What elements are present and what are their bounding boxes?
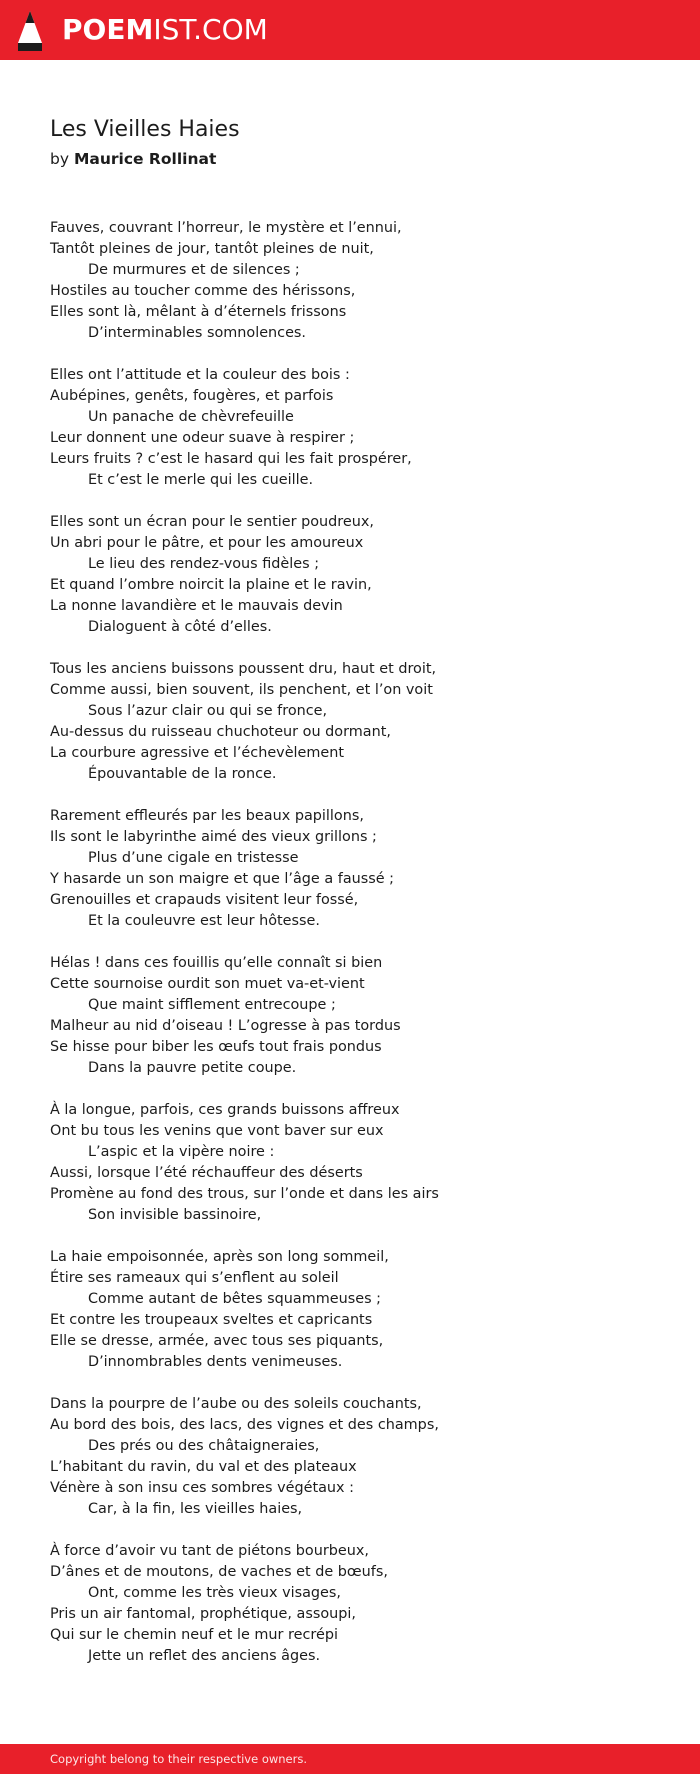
poem-line: À force d’avoir vu tant de piétons bourbeux, bbox=[50, 1543, 369, 1559]
poem-stanza bbox=[50, 806, 650, 932]
poem-line: L’habitant du ravin, du val et des plateaux bbox=[50, 1459, 357, 1475]
poem-line: Tous les anciens buissons poussent dru, haut et droit, bbox=[50, 661, 437, 677]
poem-line: Comme autant de bêtes squammeuses ; bbox=[88, 1291, 382, 1307]
poem-stanza bbox=[50, 512, 650, 638]
poem-line: Épouvantable de la ronce. bbox=[88, 766, 277, 782]
poem-stanza bbox=[50, 218, 650, 344]
poem-line: Aubépines, genêts, fougères, et parfois bbox=[50, 388, 334, 404]
site-header bbox=[0, 0, 700, 60]
poem-byline bbox=[50, 148, 216, 170]
poem-line: Malheur au nid d’oiseau ! L’ogresse à pas tordus bbox=[50, 1018, 401, 1034]
poem-line: Dans la pauvre petite coupe. bbox=[88, 1060, 297, 1076]
poem-body bbox=[50, 218, 650, 1688]
poem-line: À la longue, parfois, ces grands buissons affreux bbox=[50, 1102, 400, 1118]
pencil-tip-icon[interactable] bbox=[17, 9, 43, 53]
poem-line: Tantôt pleines de jour, tantôt pleines de nuit, bbox=[50, 241, 374, 257]
poem-stanza bbox=[50, 953, 650, 1079]
poem-line: Se hisse pour biber les œufs tout frais pondus bbox=[50, 1039, 382, 1055]
poem-line: D’interminables somnolences. bbox=[88, 325, 307, 341]
poem-stanza bbox=[50, 1394, 650, 1520]
logo-strong-text: POEM bbox=[62, 13, 154, 46]
poem-line: Et quand l’ombre noircit la plaine et le ravin, bbox=[50, 577, 372, 593]
poem-line: Plus d’une cigale en tristesse bbox=[88, 850, 299, 866]
poem-stanza bbox=[50, 365, 650, 491]
logo-light-text: IST.COM bbox=[153, 13, 268, 46]
poem-line: Étire ses rameaux qui s’enflent au soleil bbox=[50, 1270, 339, 1286]
poem-line: Un abri pour le pâtre, et pour les amoureux bbox=[50, 535, 364, 551]
poem-line: Ont, comme les très vieux visages, bbox=[88, 1585, 341, 1601]
poem-line: Elles ont l’attitude et la couleur des bois : bbox=[50, 367, 350, 383]
poem-line: Elles sont un écran pour le sentier poudreux, bbox=[50, 514, 374, 530]
poem-line: Elles sont là, mêlant à d’éternels frissons bbox=[50, 304, 347, 320]
poem-stanza bbox=[50, 659, 650, 785]
poem-line: D’innombrables dents venimeuses. bbox=[88, 1354, 343, 1370]
poem-line: Et c’est le merle qui les cueille. bbox=[88, 472, 314, 488]
poem-line: Au-dessus du ruisseau chuchoteur ou dormant, bbox=[50, 724, 391, 740]
poem-stanza bbox=[50, 1541, 650, 1667]
author-name: Maurice Rollinat bbox=[73, 150, 217, 168]
poem-line: Jette un reflet des anciens âges. bbox=[88, 1648, 321, 1664]
poem-line: Grenouilles et crapauds visitent leur fossé, bbox=[50, 892, 359, 908]
site-footer bbox=[0, 1744, 700, 1774]
poem-line: Ont bu tous les venins que vont baver sur eux bbox=[50, 1123, 384, 1139]
poem-title: Les Vieilles Haies bbox=[50, 117, 240, 142]
poem-line: De murmures et de silences ; bbox=[88, 262, 300, 278]
poem-line: Sous l’azur clair ou qui se fronce, bbox=[88, 703, 328, 719]
poem-line: Vénère à son insu ces sombres végétaux : bbox=[50, 1480, 354, 1496]
copyright-text: Copyright belong to their respective owners. bbox=[50, 1752, 308, 1766]
poem-line: Y hasarde un son maigre et que l’âge a faussé ; bbox=[50, 871, 395, 887]
poem-line: Leurs fruits ? c’est le hasard qui les fait prospérer, bbox=[50, 451, 412, 467]
poem-stanza bbox=[50, 1100, 650, 1226]
poem-line: Rarement effleurés par les beaux papillons, bbox=[50, 808, 364, 824]
poem-line: La nonne lavandière et le mauvais devin bbox=[50, 598, 343, 614]
poem-line: Hélas ! dans ces fouillis qu’elle connaît si bien bbox=[50, 955, 383, 971]
poem-line: Cette sournoise ourdit son muet va-et-vient bbox=[50, 976, 365, 992]
poem-line: L’aspic et la vipère noire : bbox=[88, 1144, 275, 1160]
poem-stanza bbox=[50, 1247, 650, 1373]
poem-line: Fauves, couvrant l’horreur, le mystère et l’ennui, bbox=[50, 220, 402, 236]
poem-line: D’ânes et de moutons, de vaches et de bœufs, bbox=[50, 1564, 388, 1580]
poem-line: Et la couleuvre est leur hôtesse. bbox=[88, 913, 320, 929]
poem-line: Au bord des bois, des lacs, des vignes et des champs, bbox=[50, 1417, 439, 1433]
poem-line: Un panache de chèvrefeuille bbox=[88, 409, 294, 425]
poem-line: Elle se dresse, armée, avec tous ses piquants, bbox=[50, 1333, 384, 1349]
poem-line: Que maint sifflement entrecoupe ; bbox=[88, 997, 336, 1013]
poem-line: Ils sont le labyrinthe aimé des vieux grillons ; bbox=[50, 829, 377, 845]
site-logo[interactable] bbox=[62, 12, 268, 48]
poem-line: Des prés ou des châtaigneraies, bbox=[88, 1438, 320, 1454]
poem-line: Qui sur le chemin neuf et le mur recrépi bbox=[50, 1627, 338, 1643]
poem-line: Promène au fond des trous, sur l’onde et dans les airs bbox=[50, 1186, 439, 1202]
poem-line: Pris un air fantomal, prophétique, assoupi, bbox=[50, 1606, 356, 1622]
poem-line: Dans la pourpre de l’aube ou des soleils couchants, bbox=[50, 1396, 422, 1412]
poem-line: Et contre les troupeaux sveltes et capricants bbox=[50, 1312, 373, 1328]
poem-line: La courbure agressive et l’échevèlement bbox=[50, 745, 345, 761]
poem-line: Son invisible bassinoire, bbox=[88, 1207, 262, 1223]
poem-line: Leur donnent une odeur suave à respirer ; bbox=[50, 430, 355, 446]
poem-line: La haie empoisonnée, après son long sommeil, bbox=[50, 1249, 389, 1265]
poem-line: Aussi, lorsque l’été réchauffeur des déserts bbox=[50, 1165, 363, 1181]
poem-line: Dialoguent à côté d’elles. bbox=[88, 619, 272, 635]
poem-line: Hostiles au toucher comme des hérissons, bbox=[50, 283, 356, 299]
poem-line: Car, à la fin, les vieilles haies, bbox=[88, 1501, 303, 1517]
poem-line: Le lieu des rendez-vous fidèles ; bbox=[88, 556, 320, 572]
by-label: by bbox=[50, 150, 70, 168]
poem-line: Comme aussi, bien souvent, ils penchent, et l’on voit bbox=[50, 682, 433, 698]
